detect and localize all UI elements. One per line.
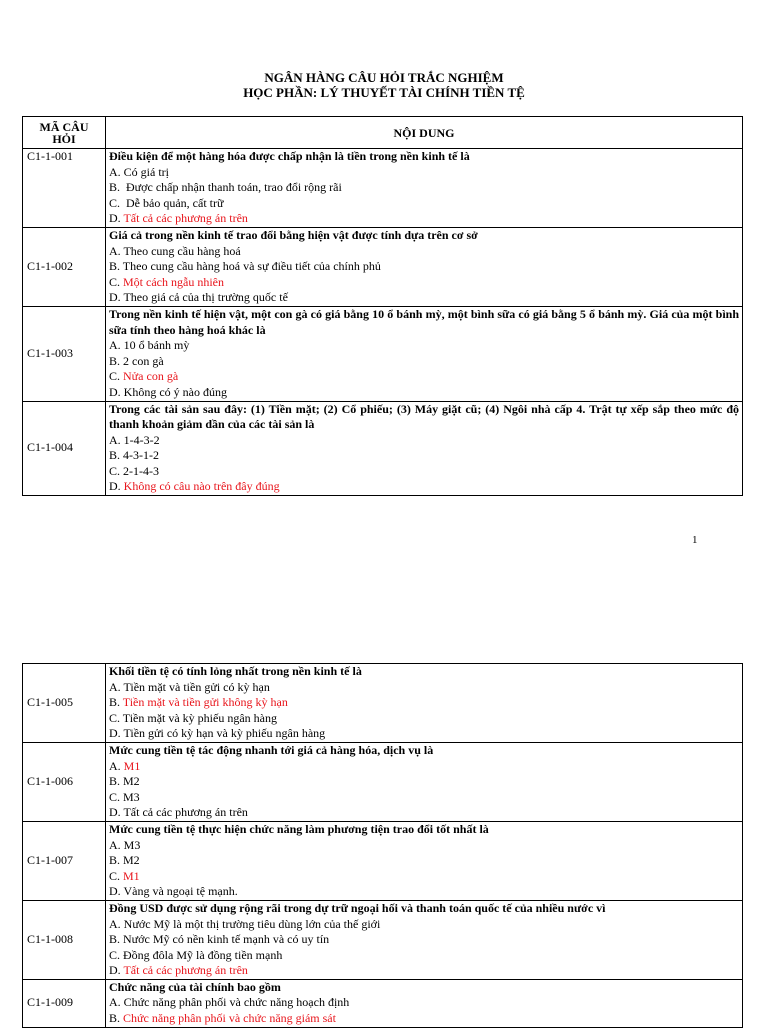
- option-text: M3: [123, 837, 141, 852]
- option-letter: B.: [109, 853, 124, 868]
- question-text: Khối tiền tệ có tính lỏng nhất trong nền kinh tế là: [109, 664, 362, 678]
- answer-option: [109, 196, 739, 212]
- question-text: Mức cung tiền tệ thực hiện chức năng làm phương tiện trao đổi tốt nhất là: [109, 821, 489, 836]
- answer-option: [109, 354, 739, 370]
- question-text: Chức năng của tài chính bao gồm: [109, 979, 281, 994]
- option-letter: A.: [109, 164, 124, 179]
- question-content: [106, 149, 743, 228]
- answer-option: [109, 869, 739, 885]
- option-letter: A.: [109, 916, 124, 931]
- option-text: M3: [123, 789, 140, 804]
- question-row: [23, 742, 743, 821]
- answer-option: [109, 464, 739, 480]
- question-row: [23, 900, 743, 979]
- answer-option: [109, 726, 739, 742]
- question-text: Trong nền kinh tế hiện vật, một con gà có giá bằng 10 ổ bánh mỳ, một bình sữa có giá bằng 5 ổ bánh mỳ. Giá của một bình sữa tính theo hàng hoá khác là: [109, 306, 739, 337]
- option-letter: B.: [109, 932, 124, 947]
- question-row: [23, 664, 743, 743]
- question-text: Trong các tài sản sau đây: (1) Tiền mặt; (2) Cổ phiếu; (3) Máy giặt cũ; (4) Ngôi nhà cấp 4. Trật tự xếp sắp theo mức độ thanh khoản giảm dần của các tài sản là: [109, 401, 739, 432]
- question-row: [23, 401, 743, 496]
- question-content: [106, 227, 743, 306]
- option-letter: C.: [109, 947, 124, 962]
- option-letter: B.: [109, 774, 124, 789]
- option-letter: C.: [109, 195, 127, 210]
- answer-option: [109, 211, 739, 227]
- option-text: M2: [123, 774, 140, 789]
- question-code: C1-1-002: [23, 227, 106, 306]
- answer-option: [109, 932, 739, 948]
- option-letter: C.: [109, 369, 124, 384]
- question-row: [23, 227, 743, 306]
- option-text: 1-4-3-2: [123, 432, 160, 447]
- question-content: [106, 306, 743, 401]
- answer-option: [109, 448, 739, 464]
- question-row: [23, 979, 743, 1027]
- option-text: Có giá trị: [123, 164, 169, 179]
- answer-option: [109, 680, 739, 696]
- option-letter: B.: [109, 1011, 124, 1026]
- correct-answer-text: Tất cả các phương án trên: [123, 211, 248, 226]
- document-title: NGÂN HÀNG CÂU HỎI TRẮC NGHIỆM: [264, 70, 504, 85]
- question-row: [23, 306, 743, 401]
- question-row: [23, 821, 743, 900]
- option-letter: A.: [109, 679, 124, 694]
- option-letter: B.: [109, 259, 123, 274]
- question-content: [106, 821, 743, 900]
- question-code: C1-1-003: [23, 306, 106, 401]
- answer-option: [109, 695, 739, 711]
- option-letter: A.: [109, 995, 124, 1010]
- option-text: Theo giá cả của thị trường quốc tế: [123, 290, 288, 305]
- answer-option: [109, 1011, 739, 1027]
- answer-option: [109, 838, 739, 854]
- answer-option: [109, 853, 739, 869]
- question-code: C1-1-008: [23, 900, 106, 979]
- option-letter: D.: [109, 963, 124, 978]
- question-content: [106, 979, 743, 1027]
- answer-option: [109, 338, 739, 354]
- option-letter: C.: [109, 274, 124, 289]
- option-letter: D.: [109, 384, 124, 399]
- answer-option: [109, 433, 739, 449]
- correct-answer-text: Tiền mặt và tiền gửi không kỳ hạn: [122, 695, 288, 710]
- option-letter: B.: [109, 448, 124, 463]
- option-text: M2: [123, 853, 140, 868]
- question-code: C1-1-007: [23, 821, 106, 900]
- correct-answer-text: Không có câu nào trên đây đúng: [123, 479, 280, 494]
- option-letter: D.: [109, 211, 124, 226]
- question-table-page2: [22, 663, 743, 1028]
- option-text: 2-1-4-3: [123, 463, 160, 478]
- option-letter: C.: [109, 868, 124, 883]
- option-letter: A.: [109, 758, 124, 773]
- option-letter: D.: [109, 479, 124, 494]
- question-code: C1-1-006: [23, 742, 106, 821]
- option-text: 2 con gà: [123, 353, 164, 368]
- answer-option: [109, 711, 739, 727]
- answer-option: [109, 385, 739, 401]
- option-text: Nước Mỹ có nền kinh tế mạnh và có uy tín: [123, 932, 330, 947]
- answer-option: [109, 790, 739, 806]
- document-subtitle: HỌC PHẦN: LÝ THUYẾT TÀI CHÍNH TIỀN TỆ: [243, 85, 525, 100]
- option-letter: A.: [109, 338, 124, 353]
- option-text: Không có ý nào đúng: [123, 384, 227, 399]
- option-letter: D.: [109, 805, 124, 820]
- question-code: C1-1-001: [23, 149, 106, 228]
- answer-option: [109, 759, 739, 775]
- question-content: [106, 742, 743, 821]
- code-column-header: MÃ CÂU HỎI: [23, 117, 106, 149]
- question-content: [106, 900, 743, 979]
- question-text: Đồng USD được sử dụng rộng rãi trong dự trữ ngoại hối và thanh toán quốc tế của nhiều nước vì: [109, 900, 606, 915]
- option-text: Tiền mặt và kỳ phiếu ngân hàng: [122, 710, 277, 725]
- option-text: Nước Mỹ là một thị trường tiêu dùng lớn của thế giới: [123, 916, 381, 931]
- correct-answer-text: Chức năng phân phối và chức năng giám sát: [123, 1011, 336, 1026]
- answer-option: [109, 259, 739, 275]
- option-text: Theo cung cầu hàng hoá và sự điều tiết của chính phủ: [122, 259, 381, 274]
- answer-option: [109, 479, 739, 495]
- option-letter: B.: [109, 180, 127, 195]
- option-text: Đồng đôla Mỹ là đồng tiền mạnh: [123, 947, 283, 962]
- answer-option: [109, 290, 739, 306]
- correct-answer-text: Tất cả các phương án trên: [123, 963, 248, 978]
- option-letter: C.: [109, 710, 123, 725]
- question-row: [23, 149, 743, 228]
- option-text: Được chấp nhận thanh toán, trao đổi rộng rãi: [126, 180, 342, 195]
- question-code: C1-1-005: [23, 664, 106, 743]
- answer-option: [109, 963, 739, 979]
- option-letter: C.: [109, 463, 124, 478]
- question-text: Giá cả trong nền kinh tế trao đổi bằng hiện vật được tính dựa trên cơ sở: [109, 227, 478, 242]
- option-letter: C.: [109, 789, 124, 804]
- answer-option: [109, 995, 739, 1011]
- question-table-page1: [22, 116, 743, 496]
- option-letter: B.: [109, 353, 124, 368]
- option-letter: A.: [109, 837, 124, 852]
- question-text: Mức cung tiền tệ tác động nhanh tới giá cả hàng hóa, dịch vụ là: [109, 742, 434, 757]
- option-text: Vàng và ngoại tệ mạnh.: [123, 884, 238, 899]
- question-code: C1-1-009: [23, 979, 106, 1027]
- option-text: 4-3-1-2: [123, 448, 160, 463]
- answer-option: [109, 917, 739, 933]
- correct-answer-text: Nửa con gà: [123, 369, 179, 384]
- answer-option: [109, 805, 739, 821]
- answer-option: [109, 774, 739, 790]
- option-text: Tiền mặt và tiền gửi có kỳ hạn: [123, 679, 270, 694]
- answer-option: [109, 884, 739, 900]
- option-letter: A.: [109, 243, 124, 258]
- answer-option: [109, 180, 739, 196]
- answer-option: [109, 165, 739, 181]
- option-text: Chức năng phân phối và chức năng hoạch định: [123, 995, 350, 1010]
- option-text: Dễ bảo quản, cất trữ: [126, 195, 224, 210]
- answer-option: [109, 244, 739, 260]
- question-content: [106, 664, 743, 743]
- option-letter: D.: [109, 884, 124, 899]
- option-text: Tiền gửi có kỳ hạn và kỳ phiếu ngân hàng: [123, 726, 326, 741]
- page-number: 1: [692, 534, 698, 546]
- question-content: [106, 401, 743, 496]
- content-column-header: NỘI DUNG: [106, 117, 743, 149]
- option-letter: D.: [109, 726, 124, 741]
- option-letter: D.: [109, 290, 124, 305]
- option-letter: A.: [109, 432, 124, 447]
- option-text: Theo cung cầu hàng hoá: [123, 243, 241, 258]
- question-code: C1-1-004: [23, 401, 106, 496]
- option-text: Tất cả các phương án trên: [123, 805, 248, 820]
- answer-option: [109, 369, 739, 385]
- correct-answer-text: M1: [123, 758, 141, 773]
- answer-option: [109, 948, 739, 964]
- question-text: Điều kiện để một hàng hóa được chấp nhận là tiền trong nền kinh tế là: [109, 149, 470, 163]
- answer-option: [109, 275, 739, 291]
- correct-answer-text: Một cách ngẫu nhiên: [123, 274, 224, 289]
- option-letter: B.: [109, 695, 123, 710]
- correct-answer-text: M1: [123, 868, 140, 883]
- option-text: 10 ổ bánh mỳ: [123, 338, 190, 353]
